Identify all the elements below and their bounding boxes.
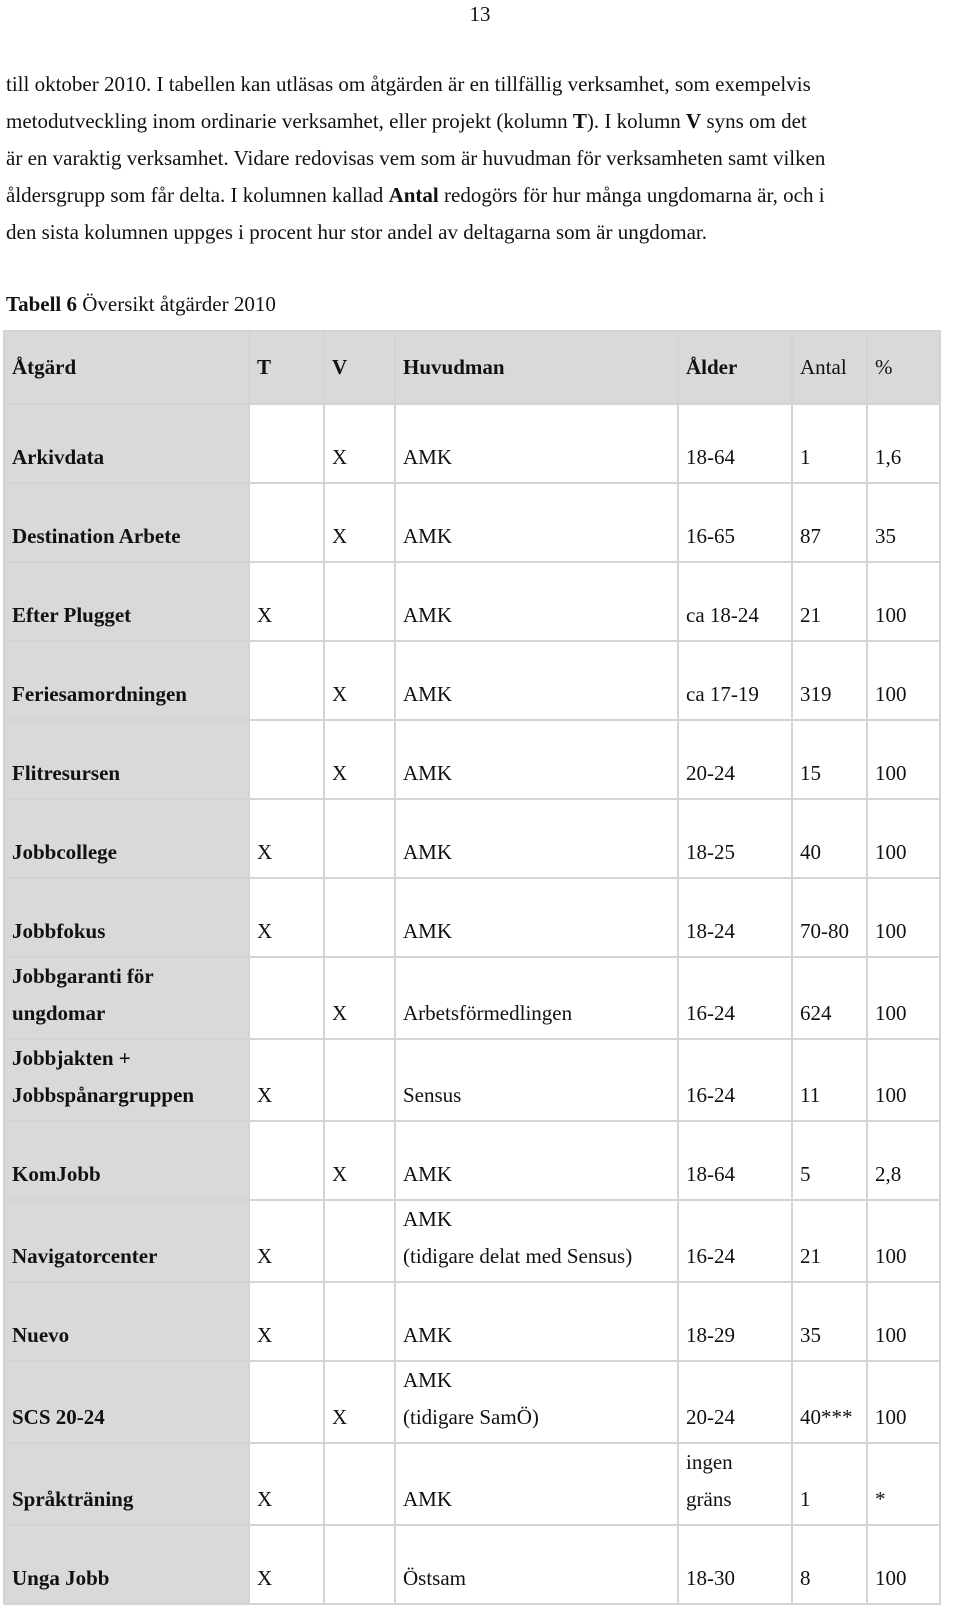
cell-t: X: [249, 1443, 324, 1525]
cell-v: X: [324, 483, 395, 562]
cell-organizer: AMK: [395, 1282, 678, 1361]
table-row: [4, 957, 940, 1039]
cell-v: [324, 1443, 395, 1525]
header-v: V: [324, 331, 395, 404]
cell-v: [324, 1200, 395, 1282]
cell-count: 1: [792, 404, 867, 483]
cell-measure: Jobbjakten + Jobbspånargruppen: [4, 1039, 249, 1121]
cell-t: [249, 641, 324, 720]
cell-percent: 100: [867, 1200, 940, 1282]
intro-text: den sista kolumnen uppges i procent hur stor andel av deltagarna som är ungdomar.: [6, 220, 707, 244]
header-organizer: Huvudman: [395, 331, 678, 404]
cell-organizer: AMK (tidigare SamÖ): [395, 1361, 678, 1443]
table-caption: [6, 292, 276, 317]
intro-line: [6, 66, 956, 103]
cell-measure: Nuevo: [4, 1282, 249, 1361]
cell-percent: 100: [867, 1282, 940, 1361]
table-row: [4, 483, 940, 562]
cell-v: X: [324, 1361, 395, 1443]
cell-percent: 100: [867, 878, 940, 957]
cell-age: 18-64: [678, 1121, 792, 1200]
cell-measure: SCS 20-24: [4, 1361, 249, 1443]
cell-measure: Destination Arbete: [4, 483, 249, 562]
cell-organizer: AMK: [395, 1443, 678, 1525]
cell-age: 16-65: [678, 483, 792, 562]
cell-percent: *: [867, 1443, 940, 1525]
cell-t: [249, 1361, 324, 1443]
cell-percent: 100: [867, 562, 940, 641]
intro-bold-term: Antal: [388, 183, 439, 207]
cell-measure: Jobbcollege: [4, 799, 249, 878]
table-row: [4, 404, 940, 483]
cell-organizer: AMK: [395, 1121, 678, 1200]
table-row: [4, 1361, 940, 1443]
cell-measure: Flitresursen: [4, 720, 249, 799]
intro-line: [6, 177, 956, 214]
intro-bold-term: V: [686, 109, 702, 133]
caption-text: Översikt åtgärder 2010: [77, 292, 276, 316]
cell-v: [324, 1282, 395, 1361]
cell-count: 15: [792, 720, 867, 799]
cell-percent: 100: [867, 720, 940, 799]
cell-organizer: Arbetsförmedlingen: [395, 957, 678, 1039]
cell-t: [249, 404, 324, 483]
page-number: 13: [469, 2, 491, 26]
cell-age: 18-29: [678, 1282, 792, 1361]
cell-v: X: [324, 404, 395, 483]
table-row: [4, 1039, 940, 1121]
intro-text: är en varaktig verksamhet. Vidare redovisas vem som är huvudman för verksamheten samt vilken: [6, 146, 826, 170]
intro-text: åldersgrupp som får delta. I kolumnen kallad: [6, 183, 389, 207]
intro-text: metodutveckling inom ordinarie verksamhet, eller projekt (kolumn: [6, 109, 573, 133]
cell-v: [324, 799, 395, 878]
intro-text: redogörs för hur många ungdomarna är, och i: [438, 183, 825, 207]
cell-count: 11: [792, 1039, 867, 1121]
cell-organizer: AMK (tidigare delat med Sensus): [395, 1200, 678, 1282]
cell-v: X: [324, 720, 395, 799]
table-row: [4, 1121, 940, 1200]
cell-t: X: [249, 799, 324, 878]
cell-measure: Jobbfokus: [4, 878, 249, 957]
cell-count: 35: [792, 1282, 867, 1361]
cell-age: 18-64: [678, 404, 792, 483]
cell-age: ca 17-19: [678, 641, 792, 720]
cell-t: [249, 957, 324, 1039]
cell-measure: Jobbgaranti för ungdomar: [4, 957, 249, 1039]
header-count: Antal: [792, 331, 867, 404]
cell-organizer: AMK: [395, 799, 678, 878]
table-row: [4, 1525, 940, 1604]
cell-v: X: [324, 1121, 395, 1200]
cell-t: [249, 720, 324, 799]
intro-bold-term: T: [572, 109, 587, 133]
intro-text: till oktober 2010. I tabellen kan utläsas om åtgärden är en tillfällig verksamhet, som exempelvis: [6, 72, 811, 96]
intro-text: syns om det: [701, 109, 807, 133]
intro-line: [6, 140, 956, 177]
intro-line: [6, 214, 956, 251]
cell-percent: 1,6: [867, 404, 940, 483]
intro-line: [6, 103, 956, 140]
cell-count: 319: [792, 641, 867, 720]
table-row: [4, 799, 940, 878]
cell-age: 16-24: [678, 1200, 792, 1282]
cell-v: X: [324, 957, 395, 1039]
cell-percent: 100: [867, 1039, 940, 1121]
caption-label: Tabell 6: [6, 292, 77, 316]
cell-count: 1: [792, 1443, 867, 1525]
cell-v: [324, 878, 395, 957]
cell-age: 18-24: [678, 878, 792, 957]
table-row: [4, 878, 940, 957]
cell-count: 40***: [792, 1361, 867, 1443]
cell-organizer: AMK: [395, 878, 678, 957]
cell-age: 18-25: [678, 799, 792, 878]
cell-organizer: AMK: [395, 404, 678, 483]
cell-age: 20-24: [678, 1361, 792, 1443]
cell-percent: 100: [867, 957, 940, 1039]
cell-v: X: [324, 641, 395, 720]
table-row: [4, 1282, 940, 1361]
cell-t: X: [249, 1039, 324, 1121]
header-t: T: [249, 331, 324, 404]
cell-organizer: Sensus: [395, 1039, 678, 1121]
cell-t: [249, 483, 324, 562]
header-percent: %: [867, 331, 940, 404]
cell-age: 18-30: [678, 1525, 792, 1604]
cell-measure: Unga Jobb: [4, 1525, 249, 1604]
cell-percent: 100: [867, 799, 940, 878]
intro-paragraph: [6, 66, 956, 251]
cell-count: 21: [792, 1200, 867, 1282]
cell-organizer: AMK: [395, 483, 678, 562]
cell-percent: 2,8: [867, 1121, 940, 1200]
table-row: [4, 720, 940, 799]
cell-age: 16-24: [678, 957, 792, 1039]
header-measure: Åtgärd: [4, 331, 249, 404]
cell-count: 624: [792, 957, 867, 1039]
table-row: [4, 562, 940, 641]
cell-organizer: AMK: [395, 720, 678, 799]
cell-count: 40: [792, 799, 867, 878]
cell-organizer: AMK: [395, 641, 678, 720]
table-row: [4, 641, 940, 720]
cell-count: 21: [792, 562, 867, 641]
cell-measure: Navigatorcenter: [4, 1200, 249, 1282]
intro-text: ). I kolumn: [586, 109, 687, 133]
table-row: [4, 1443, 940, 1525]
cell-measure: KomJobb: [4, 1121, 249, 1200]
cell-count: 70-80: [792, 878, 867, 957]
cell-count: 87: [792, 483, 867, 562]
cell-measure: Språkträning: [4, 1443, 249, 1525]
cell-t: X: [249, 1200, 324, 1282]
cell-percent: 100: [867, 641, 940, 720]
cell-measure: Arkivdata: [4, 404, 249, 483]
cell-age: ingen gräns: [678, 1443, 792, 1525]
cell-organizer: AMK: [395, 562, 678, 641]
cell-v: [324, 1525, 395, 1604]
cell-v: [324, 562, 395, 641]
cell-measure: Efter Plugget: [4, 562, 249, 641]
cell-t: X: [249, 878, 324, 957]
cell-t: X: [249, 1282, 324, 1361]
cell-count: 5: [792, 1121, 867, 1200]
header-age: Ålder: [678, 331, 792, 404]
cell-t: [249, 1121, 324, 1200]
cell-percent: 35: [867, 483, 940, 562]
cell-age: 16-24: [678, 1039, 792, 1121]
table-row: [4, 1200, 940, 1282]
cell-age: 20-24: [678, 720, 792, 799]
cell-t: X: [249, 562, 324, 641]
cell-v: [324, 1039, 395, 1121]
cell-age: ca 18-24: [678, 562, 792, 641]
cell-percent: 100: [867, 1361, 940, 1443]
cell-count: 8: [792, 1525, 867, 1604]
measures-table: [3, 330, 941, 1605]
cell-organizer: Östsam: [395, 1525, 678, 1604]
table-header-row: [4, 331, 940, 404]
cell-percent: 100: [867, 1525, 940, 1604]
cell-t: X: [249, 1525, 324, 1604]
cell-measure: Feriesamordningen: [4, 641, 249, 720]
